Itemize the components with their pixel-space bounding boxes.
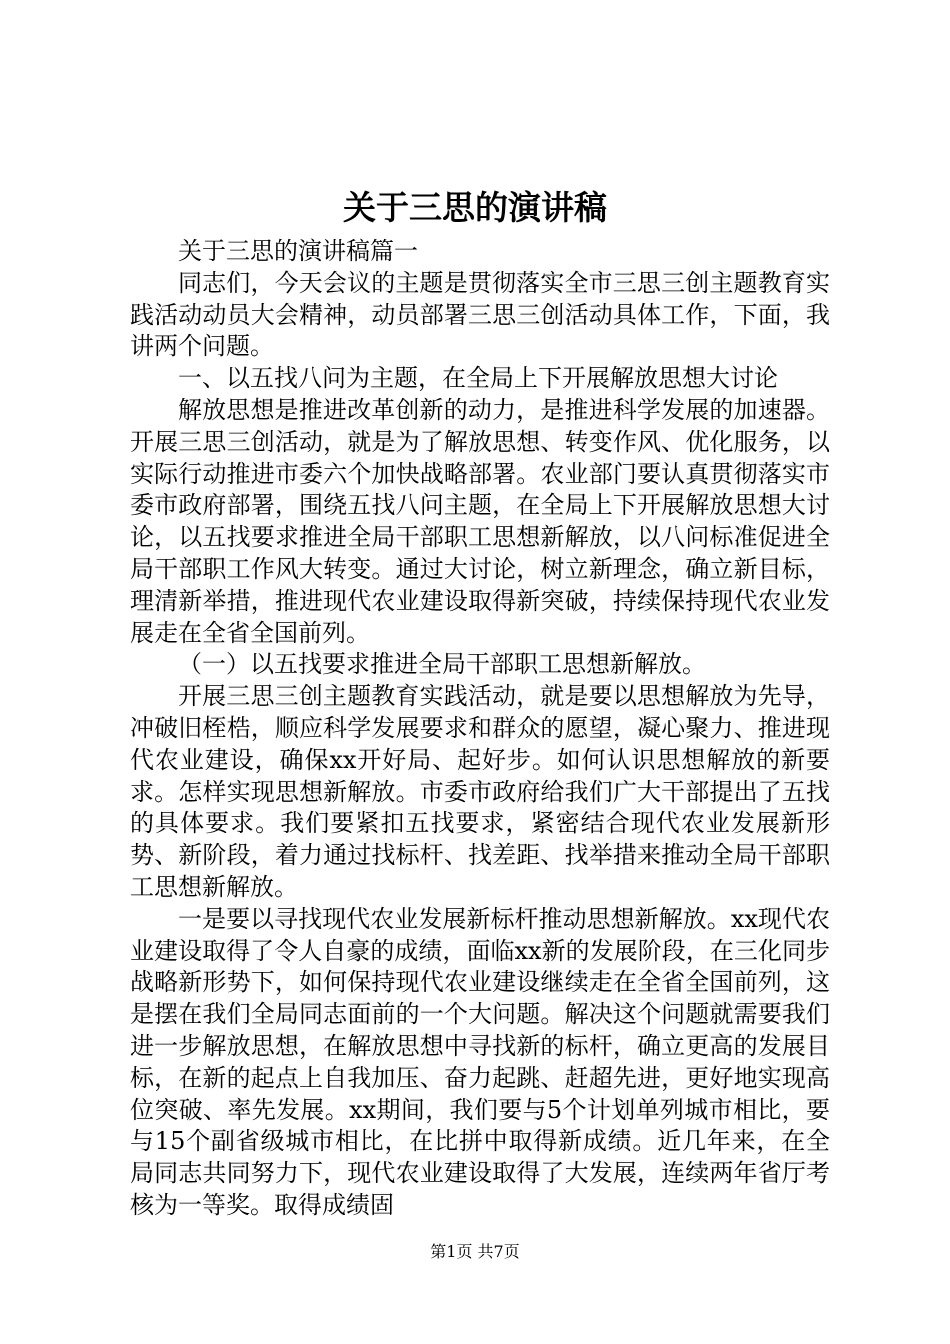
paragraph-2: 解放思想是推进改革创新的动力，是推进科学发展的加速器。开展三思三创活动，就是为了解放思想、转变作风、优化服务，以实际行动推进市委六个加快战略部署。农业部门要认真贯彻落实市委市政府部署，围绕五找八问主题，在全局上下开展解放思想大讨论，以五找要求推进全局干部职工思想新解放，以八问标准促进全局干部职工作风大转变。通过大讨论，树立新理念，确立新目标，理清新举措，推进现代农业建设取得新突破，持续保持现代农业发展走在全省全国前列。 — [130, 395, 830, 647]
document-body — [130, 236, 830, 1222]
paragraph-3: 开展三思三创主题教育实践活动，就是要以思想解放为先导，冲破旧桎梏，顺应科学发展要求和群众的愿望，凝心聚力、推进现代农业建设，确保xx开好局、起好步。如何认识思想解放的新要求。怎样实现思想新解放。市委市政府给我们广大干部提出了五找的具体要求。我们要紧扣五找要求，紧密结合现代农业发展新形势、新阶段，着力通过找标杆、找差距、找举措来推动全局干部职工思想新解放。 — [130, 682, 830, 901]
paragraph-subtitle: 关于三思的演讲稿篇一 — [178, 237, 418, 265]
paragraph-4: 一是要以寻找现代农业发展新标杆推动思想新解放。xx现代农业建设取得了令人自豪的成绩，面临xx新的发展阶段，在三化同步战略新形势下，如何保持现代农业建设继续走在全省全国前列，这是摆在我们全局同志面前的一个大问题。解决这个问题就需要我们进一步解放思想，在解放思想中寻找新的标杆，确立更高的发展目标，在新的起点上自我加压、奋力起跳、赶超先进，更好地实现高位突破、率先发展。xx期间，我们要与5个计划单列城市相比，要与15个副省级城市相比，在比拼中取得新成绩。近几年来，在全局同志共同努力下，现代农业建设取得了大发展，连续两年省厅考核为一等奖。取得成绩固 — [130, 904, 830, 1219]
paragraph-1: 同志们，今天会议的主题是贯彻落实全市三思三创主题教育实践活动动员大会精神，动员部署三思三创活动具体工作，下面，我讲两个问题。 — [130, 268, 830, 361]
section-heading-1: 一、以五找八问为主题，在全局上下开展解放思想大讨论 — [178, 364, 778, 393]
document-title: 关于三思的演讲稿 — [343, 188, 607, 227]
page-footer: 第1页 共7页 — [430, 1242, 520, 1261]
subsection-heading-1: （一）以五找要求推进全局干部职工思想新解放。 — [178, 650, 706, 679]
